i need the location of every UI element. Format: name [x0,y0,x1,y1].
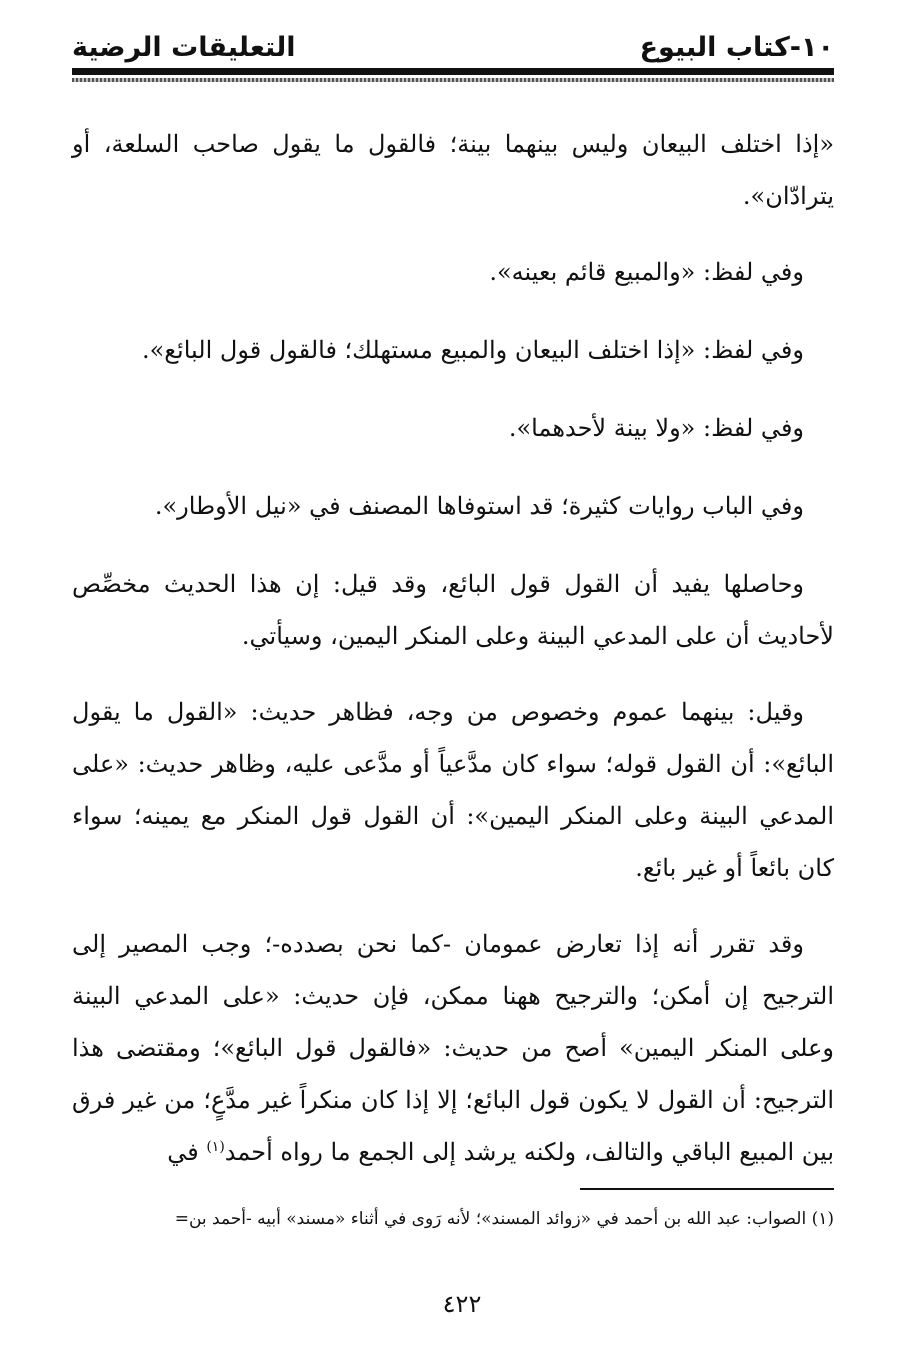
paragraph-last-word: في [167,1138,199,1166]
footnote-marker[interactable]: (١) [206,1139,225,1155]
paragraph-with-footnote [72,918,834,1178]
chapter-title: ١٠-كتاب البيوع [639,32,834,63]
paragraph: وقيل: بينهما عموم وخصوص من وجه، فظاهر حديث: «القول ما يقول البائع»: أن القول قوله؛ سواء كان مدَّعياً أو مدَّعى عليه، وظاهر حديث: «على المدعي البينة وعلى المنكر اليمين»: أن القول قول المنكر مع يمينه؛ سواء كان بائعاً أو غير بائع. [72,698,834,882]
paragraph: وفي الباب روايات كثيرة؛ قد استوفاها المصنف في «نيل الأوطار». [154,492,804,520]
paragraph: وفي لفظ: «والمبيع قائم بعينه». [489,258,804,286]
header-rule-dotted [72,78,834,82]
footnote: (١) الصواب: عبد الله بن أحمد في «زوائد المسند»؛ لأنه رَوى في أثناء «مسند» أبيه -أحمد بن= [174,1209,834,1229]
main-text [72,118,834,1178]
footnote-separator [580,1188,834,1190]
paragraph: وحاصلها يفيد أن القول قول البائع، وقد قيل: إن هذا الحديث مخصِّص لأحاديث أن على المدعي البينة وعلى المنكر اليمين، وسيأتي. [72,570,834,650]
paragraph: وفي لفظ: «إذا اختلف البيعان والمبيع مستهلك؛ فالقول قول البائع». [141,336,804,364]
paragraph-text: وقد تقرر أنه إذا تعارض عمومان -كما نحن بصدده-؛ وجب المصير إلى الترجيح إن أمكن؛ والترجيح ههنا ممكن، فإن حديث: «على المدعي البينة وعلى المنكر اليمين» أصح من حديث: «فالقول قول البائع»؛ ومقتضى هذا الترجيح: أن القول لا يكون قول البائع؛ إلا إذا كان منكراً غير مدَّعٍ؛ من غير فرق بين المبيع الباقي والتالف، ولكنه يرشد إلى الجمع ما رواه أحمد [72,930,834,1166]
page-header [72,30,834,66]
paragraph: «إذا اختلف البيعان وليس بينهما بينة؛ فالقول ما يقول صاحب السلعة، أو يترادّان». [72,130,834,210]
book-title: التعليقات الرضية [72,32,296,63]
header-rule [72,68,834,75]
page-number: ٤٢٢ [442,1290,482,1318]
paragraph: وفي لفظ: «ولا بينة لأحدهما». [508,414,804,442]
